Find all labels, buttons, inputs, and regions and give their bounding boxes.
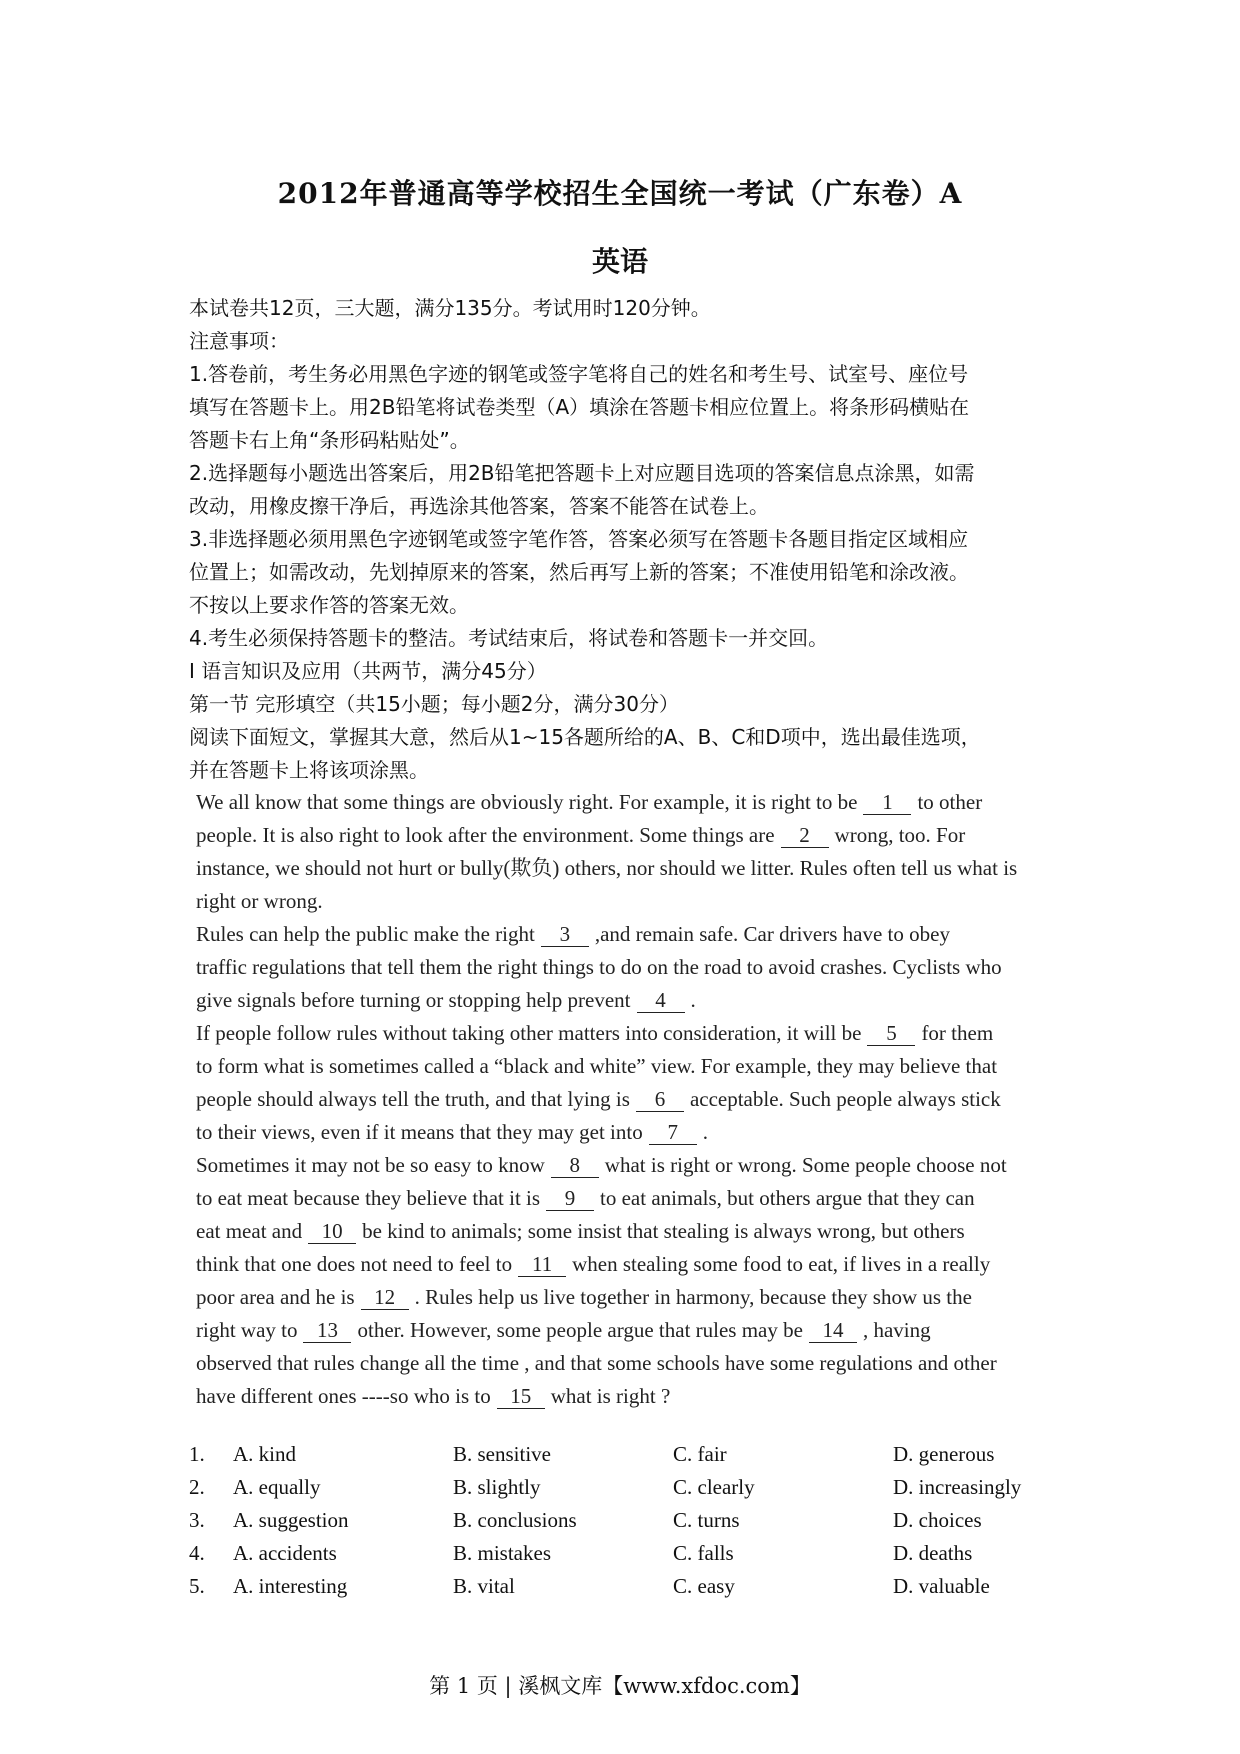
option-b: B. sensitive [453, 1442, 551, 1466]
option-a: A. accidents [233, 1541, 337, 1565]
passage-line [196, 1083, 1076, 1116]
note-line: 3.非选择题必须用黑色字迹钢笔或签字笔作答，答案必须写在答题卡各题目指定区域相应 [189, 527, 969, 551]
passage-text: ,and remain safe. Car drivers have to obey [594, 922, 950, 946]
option-b: B. vital [453, 1574, 515, 1598]
passage-text: Rules can help the public make the right [196, 922, 535, 946]
blank-3: 3 [541, 922, 589, 947]
blank-15: 15 [497, 1384, 545, 1409]
passage-line [196, 1281, 1076, 1314]
option-a: A. kind [233, 1442, 296, 1466]
passage-text: . Rules help us live together in harmony, because they show us the [414, 1285, 972, 1309]
passage-text: what is right ? [550, 1384, 671, 1408]
note-line: 答题卡右上角“条形码粘贴处”。 [189, 428, 470, 452]
passage-text: right way to [196, 1318, 298, 1342]
passage-text: eat meat and [196, 1219, 303, 1243]
passage-text: people should always tell the truth, and that lying is [196, 1087, 630, 1111]
passage-text: to eat animals, but others argue that they can [600, 1186, 975, 1210]
option-c: C. easy [673, 1574, 735, 1598]
blank-7: 7 [649, 1120, 697, 1145]
option-row [189, 1504, 1069, 1537]
blank-13: 13 [303, 1318, 351, 1343]
blank-11: 11 [518, 1252, 566, 1277]
passage-text: to other [917, 790, 983, 814]
subject-title: 英语 [591, 245, 648, 278]
passage-line: instance, we should not hurt or bully(欺负) others, nor should we litter. Rules often tell us what is [196, 856, 1018, 880]
passage-line [196, 918, 1076, 951]
task-instruction: 阅读下面短文，掌握其大意，然后从1~15各题所给的A、B、C和D项中，选出最佳选项， [189, 725, 981, 749]
passage-line [196, 1017, 1076, 1050]
blank-2: 2 [781, 823, 829, 848]
passage-line: traffic regulations that tell them the right things to do on the road to avoid crashes. Cyclists who [196, 955, 1002, 979]
option-row [189, 1438, 1069, 1471]
option-b: B. conclusions [453, 1508, 577, 1532]
blank-14: 14 [809, 1318, 857, 1343]
passage-line [196, 1182, 1076, 1215]
option-d: D. choices [893, 1508, 982, 1532]
option-b: B. mistakes [453, 1541, 551, 1565]
question-number: 1. [189, 1442, 205, 1466]
passage-line [196, 786, 1076, 819]
passage-line [196, 1215, 1076, 1248]
blank-8: 8 [551, 1153, 599, 1178]
subsection-heading: 第一节 完形填空（共15小题；每小题2分，满分30分） [189, 692, 679, 716]
exam-title: 2012年普通高等学校招生全国统一考试（广东卷）A [277, 177, 963, 210]
option-d: D. valuable [893, 1574, 990, 1598]
option-row [189, 1537, 1069, 1570]
option-c: C. falls [673, 1541, 734, 1565]
passage-line [196, 1149, 1076, 1182]
option-d: D. deaths [893, 1541, 973, 1565]
passage-line [196, 819, 1076, 852]
passage-text: what is right or wrong. Some people choose not [604, 1153, 1007, 1177]
option-c: C. turns [673, 1508, 740, 1532]
note-line: 不按以上要求作答的答案无效。 [189, 593, 469, 617]
option-d: D. generous [893, 1442, 995, 1466]
passage-text: If people follow rules without taking other matters into consideration, it will be [196, 1021, 862, 1045]
page-footer: 第 1 页 | 溪枫文库【www.xfdoc.com】 [429, 1674, 811, 1698]
passage-line: observed that rules change all the time , and that some schools have some regulations and other [196, 1351, 997, 1375]
option-row [189, 1471, 1069, 1504]
option-a: A. suggestion [233, 1508, 349, 1532]
option-c: C. clearly [673, 1475, 755, 1499]
blank-10: 10 [308, 1219, 356, 1244]
option-row [189, 1570, 1069, 1603]
passage-line [196, 984, 1076, 1017]
passage-text: wrong, too. For [834, 823, 966, 847]
answer-options [189, 1438, 1069, 1603]
option-a: A. equally [233, 1475, 321, 1499]
passage-text: for them [921, 1021, 994, 1045]
passage-text: people. It is also right to look after the environment. Some things are [196, 823, 775, 847]
passage-line: right or wrong. [196, 889, 323, 913]
passage-text: give signals before turning or stopping help prevent [196, 988, 631, 1012]
note-line: 填写在答题卡上。用2B铅笔将试卷类型（A）填涂在答题卡相应位置上。将条形码横贴在 [189, 395, 970, 419]
note-line: 位置上；如需改动，先划掉原来的答案，然后再写上新的答案；不准使用铅笔和涂改液。 [189, 560, 969, 584]
blank-12: 12 [361, 1285, 409, 1310]
note-line: 4.考生必须保持答题卡的整洁。考试结束后，将试卷和答题卡一并交回。 [189, 626, 829, 650]
passage-line [196, 1314, 1076, 1347]
passage-line [196, 1248, 1076, 1281]
passage-text: to their views, even if it means that they may get into [196, 1120, 643, 1144]
passage-line [196, 1380, 1076, 1413]
question-number: 3. [189, 1508, 205, 1532]
passage-line [196, 1116, 1076, 1149]
passage-line: to form what is sometimes called a “black and white” view. For example, they may believe that [196, 1054, 998, 1078]
option-a: A. interesting [233, 1574, 348, 1598]
note-line: 2.选择题每小题选出答案后，用2B铅笔把答题卡上对应题目选项的答案信息点涂黑，如需 [189, 461, 975, 485]
option-b: B. slightly [453, 1475, 541, 1499]
blank-9: 9 [546, 1186, 594, 1211]
blank-1: 1 [863, 790, 911, 815]
task-instruction: 并在答题卡上将该项涂黑。 [189, 758, 429, 782]
section-heading: I 语言知识及应用（共两节，满分45分） [189, 659, 547, 683]
passage-text: . [690, 988, 696, 1012]
passage-text: , having [862, 1318, 931, 1342]
passage-text: when stealing some food to eat, if lives in a really [572, 1252, 991, 1276]
instructions [189, 292, 1069, 787]
option-c: C. fair [673, 1442, 727, 1466]
passage-text: have different ones ----so who is to [196, 1384, 491, 1408]
passage-text: Sometimes it may not be so easy to know [196, 1153, 545, 1177]
question-number: 2. [189, 1475, 205, 1499]
note-line: 本试卷共12页，三大题，满分135分。考试用时120分钟。 [189, 296, 711, 320]
question-number: 4. [189, 1541, 205, 1565]
passage-text: poor area and he is [196, 1285, 355, 1309]
blank-5: 5 [867, 1021, 915, 1046]
question-number: 5. [189, 1574, 205, 1598]
cloze-passage [196, 786, 1076, 1413]
note-line: 1.答卷前，考生务必用黑色字迹的钢笔或签字笔将自己的姓名和考生号、试室号、座位号 [189, 362, 969, 386]
note-line: 注意事项： [189, 329, 289, 353]
passage-text: be kind to animals; some insist that stealing is always wrong, but others [362, 1219, 965, 1243]
blank-6: 6 [636, 1087, 684, 1112]
note-line: 改动，用橡皮擦干净后，再选涂其他答案，答案不能答在试卷上。 [189, 494, 769, 518]
passage-text: We all know that some things are obviously right. For example, it is right to be [196, 790, 858, 814]
blank-4: 4 [637, 988, 685, 1013]
passage-text: to eat meat because they believe that it is [196, 1186, 541, 1210]
passage-text: acceptable. Such people always stick [689, 1087, 1001, 1111]
passage-text: think that one does not need to feel to [196, 1252, 513, 1276]
passage-text: . [702, 1120, 708, 1144]
option-d: D. increasingly [893, 1475, 1022, 1499]
passage-text: other. However, some people argue that rules may be [357, 1318, 803, 1342]
